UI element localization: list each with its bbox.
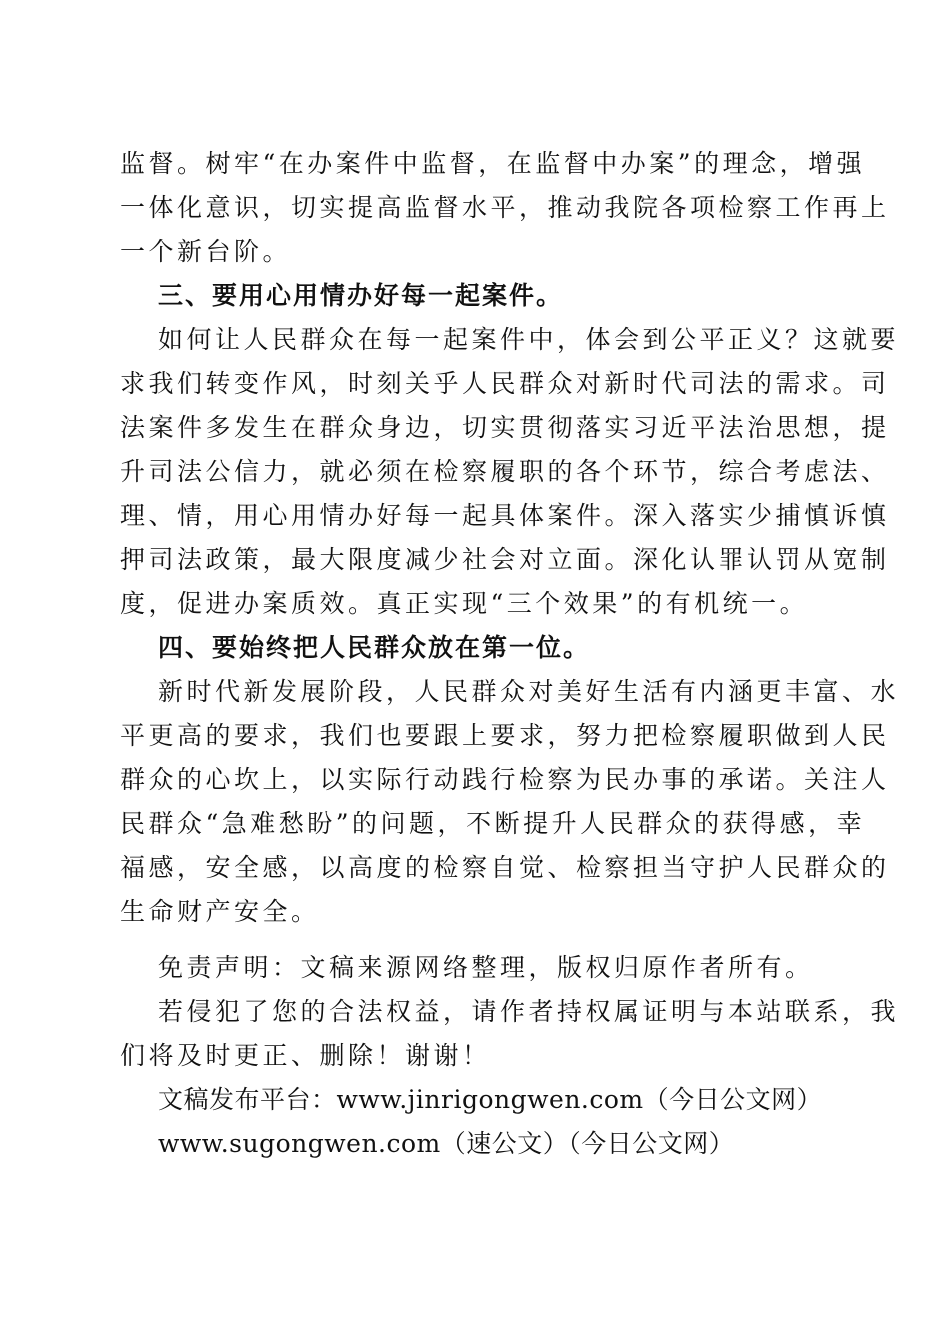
section-heading-4: 四、要始终把人民群众放在第一位。 xyxy=(158,633,591,662)
paragraph-3-line-3: 法案件多发生在群众身边，切实贯彻落实习近平法治思想，提 xyxy=(120,413,890,442)
paragraph-1-line-2: 一体化意识，切实提高监督水平，推动我院各项检察工作再上 xyxy=(120,193,890,222)
paragraph-4-line-2: 平更高的要求，我们也要跟上要求，努力把检察履职做到人民 xyxy=(120,721,890,750)
paragraph-1-line-1: 监督。树牢“在办案件中监督，在监督中办案”的理念，增强 xyxy=(120,149,866,178)
disclaimer-line-2-cont: 们将及时更正、删除！谢谢！ xyxy=(120,1041,491,1070)
paragraph-3-line-5: 理、情，用心用情办好每一起具体案件。深入落实少捕慎诉慎 xyxy=(120,501,890,530)
paragraph-4-line-4: 民群众“急难愁盼”的问题，不断提升人民群众的获得感，幸 xyxy=(120,809,866,838)
paragraph-4-line-5: 福感，安全感，以高度的检察自觉、检察担当守护人民群众的 xyxy=(120,853,890,882)
paragraph-4-line-3: 群众的心坎上，以实际行动践行检察为民办事的承诺。关注人 xyxy=(120,765,890,794)
paragraph-4-line-6: 生命财产安全。 xyxy=(120,897,320,926)
paragraph-3-line-2: 求我们转变作风，时刻关乎人民群众对新时代司法的需求。司 xyxy=(120,369,890,398)
disclaimer-line-1: 免责声明：文稿来源网络整理，版权归原作者所有。 xyxy=(158,953,814,982)
paragraph-3-line-1: 如何让人民群众在每一起案件中，体会到公平正义？这就要 xyxy=(158,325,900,354)
paragraph-4-line-1: 新时代新发展阶段，人民群众对美好生活有内涵更丰富、水 xyxy=(158,677,900,706)
disclaimer-platform-line: 文稿发布平台：www.jinrigongwen.com（今日公文网） xyxy=(158,1085,823,1114)
paragraph-3-line-6: 押司法政策，最大限度减少社会对立面。深化认罪认罚从宽制 xyxy=(120,545,890,574)
disclaimer-url-line: www.sugongwen.com（速公文）（今日公文网） xyxy=(158,1129,735,1158)
paragraph-3-line-7: 度，促进办案质效。真正实现“三个效果”的有机统一。 xyxy=(120,589,809,618)
section-heading-3: 三、要用心用情办好每一起案件。 xyxy=(158,281,564,310)
paragraph-3-line-4: 升司法公信力，就必须在检察履职的各个环节，综合考虑法、 xyxy=(120,457,890,486)
paragraph-1-line-3: 一个新台阶。 xyxy=(120,237,292,266)
disclaimer-line-2: 若侵犯了您的合法权益，请作者持权属证明与本站联系，我 xyxy=(158,997,900,1026)
